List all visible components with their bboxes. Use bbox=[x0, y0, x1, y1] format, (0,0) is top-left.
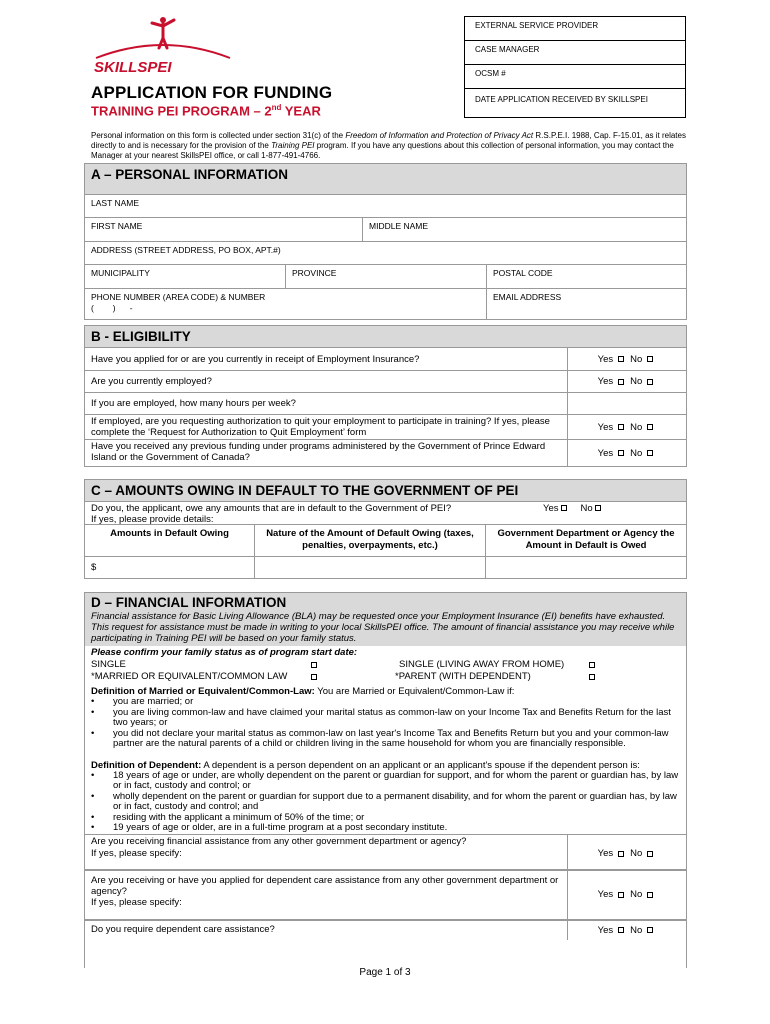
section-c-heading: C – AMOUNTS OWING IN DEFAULT TO THE GOVERNMENT OF PEI bbox=[85, 480, 686, 502]
parent-option[interactable]: *PARENT (WITH DEPENDENT) bbox=[395, 671, 531, 682]
default-no-checkbox[interactable] bbox=[595, 505, 601, 511]
middle-name-field[interactable]: MIDDLE NAME bbox=[369, 221, 429, 231]
dependent-definition-list bbox=[85, 771, 686, 834]
first-name-field[interactable]: FIRST NAME bbox=[85, 218, 363, 241]
previous-funding-question: Have you received any previous funding under programs administered by the Government of Prince Edward Island or the Government of Canada? bbox=[85, 440, 568, 466]
date-received-field[interactable]: DATE APPLICATION RECEIVED BY SKILLSPEI bbox=[475, 95, 648, 104]
dependent-definition: Definition of Dependent: A dependent is a person dependent on an applicant or an applicant's spouse if the dependent person is: bbox=[91, 759, 640, 771]
quit-no-checkbox[interactable] bbox=[647, 424, 653, 430]
married-definition: Definition of Married or Equivalent/Common-Law: You are Married or Equivalent/Common-Law if: bbox=[91, 686, 515, 697]
single-option[interactable]: SINGLE bbox=[91, 659, 126, 670]
ei-yes-checkbox[interactable] bbox=[618, 356, 624, 362]
employed-yes-checkbox[interactable] bbox=[618, 379, 624, 385]
external-service-provider-field[interactable]: EXTERNAL SERVICE PROVIDER bbox=[465, 17, 685, 41]
quit-yes-checkbox[interactable] bbox=[618, 424, 624, 430]
quit-yes-no[interactable]: Yes No bbox=[568, 415, 686, 439]
parent-checkbox[interactable] bbox=[589, 674, 595, 680]
col-amounts-header: Amounts in Default Owing bbox=[85, 525, 255, 556]
details-prompt: If yes, please provide details: bbox=[91, 514, 214, 525]
single-away-option[interactable]: SINGLE (LIVING AWAY FROM HOME) bbox=[399, 659, 565, 670]
default-question: Do you, the applicant, owe any amounts that are in default to the Government of PEI? bbox=[91, 503, 452, 514]
list-item: • you are married; or bbox=[91, 697, 686, 708]
municipality-field[interactable]: MUNICIPALITY bbox=[85, 265, 286, 288]
ocsm-field[interactable]: OCSM # bbox=[465, 65, 685, 89]
require-care-question: Do you require dependent care assistance? bbox=[85, 921, 568, 940]
address-field[interactable]: ADDRESS (STREET ADDRESS, PO BOX, APT.#) bbox=[91, 245, 281, 255]
hours-question: If you are employed, how many hours per week? bbox=[85, 393, 568, 414]
other-assistance-no-checkbox[interactable] bbox=[647, 851, 653, 857]
previous-funding-no-checkbox[interactable] bbox=[647, 450, 653, 456]
phone-format: ( ) - bbox=[91, 303, 133, 313]
section-eligibility bbox=[84, 325, 687, 467]
previous-funding-yes-no[interactable]: Yes No bbox=[568, 440, 686, 466]
list-item: • 19 years of age or older, are in a full-time program at a post secondary institute. bbox=[91, 823, 686, 834]
employed-question: Are you currently employed? bbox=[85, 371, 568, 392]
last-name-field[interactable]: LAST NAME bbox=[91, 198, 140, 208]
previous-funding-yes-checkbox[interactable] bbox=[618, 450, 624, 456]
other-assistance-yes-no[interactable]: Yes No bbox=[568, 835, 686, 869]
col-department-header: Government Department or Agency the Amount in Default is Owed bbox=[497, 528, 675, 551]
other-assistance-yes-checkbox[interactable] bbox=[618, 851, 624, 857]
department-default-field[interactable] bbox=[486, 557, 686, 578]
dependent-care-no-checkbox[interactable] bbox=[647, 892, 653, 898]
hours-answer-field[interactable] bbox=[568, 393, 686, 414]
case-manager-field[interactable]: CASE MANAGER bbox=[465, 41, 685, 65]
other-assistance-question: Are you receiving financial assistance from any other government department or agency? If yes, please specify: bbox=[85, 835, 568, 869]
list-item: • wholly dependent on the parent or guardian for support due to a permanent disability, and for whom the parent or guardian has, by law or in fact, custody and control; and bbox=[91, 792, 686, 813]
default-question-row bbox=[85, 502, 686, 524]
section-d-heading: D – FINANCIAL INFORMATION bbox=[85, 593, 686, 611]
employed-yes-no[interactable]: Yes No bbox=[568, 371, 686, 392]
list-item: • residing with the applicant a minimum of 50% of the time; or bbox=[91, 813, 686, 824]
office-use-box bbox=[464, 16, 686, 118]
require-care-no-checkbox[interactable] bbox=[647, 927, 653, 933]
family-status-options bbox=[85, 658, 686, 682]
require-care-yes-no[interactable]: Yes No bbox=[568, 921, 686, 940]
postal-code-field[interactable]: POSTAL CODE bbox=[493, 268, 553, 278]
dependent-care-yes-no[interactable]: Yes No bbox=[568, 871, 686, 919]
default-yes-no[interactable]: Yes No bbox=[543, 503, 604, 514]
list-item: • you are living common-law and have claimed your marital status as common-law on your Income Tax and Benefits Return for the last two years; or bbox=[91, 708, 686, 729]
single-checkbox[interactable] bbox=[311, 662, 317, 668]
page-subtitle: TRAINING PEI PROGRAM – 2nd YEAR bbox=[91, 103, 321, 119]
section-personal-information bbox=[84, 163, 687, 320]
list-item: • you did not declare your marital status as common-law on last year's Income Tax and Benefits Return but you and your common-law partner are the natural parents of a child or children living in the same household for whom you are financially responsible. bbox=[91, 729, 686, 750]
require-care-yes-checkbox[interactable] bbox=[618, 927, 624, 933]
dependent-care-question: Are you receiving or have you applied for dependent care assistance from any other government department or agency? If yes, please specify: bbox=[85, 871, 568, 919]
bla-intro: Financial assistance for Basic Living Allowance (BLA) may be requested once your Employment Insurance (EI) benefits have exhausted. This request for assistance must be made in writing to your local SkillsPEI office. The amount of financial assistance you may receive while participating in Training PEI will be based on your family status. bbox=[85, 611, 686, 646]
email-field[interactable]: EMAIL ADDRESS bbox=[493, 292, 562, 302]
phone-field[interactable] bbox=[85, 289, 487, 319]
employed-no-checkbox[interactable] bbox=[647, 379, 653, 385]
page-number: Page 1 of 3 bbox=[359, 967, 411, 978]
privacy-notice: Personal information on this form is collected under section 31(c) of the Freedom of Information and Protection of Privacy Act R.S.P.E.I. 1988, Cap. F-15.01, as it relates directly to and is necessary for the provision of the Training PEI program. If you have any questions about this collection of personal information, you may contact the Manager at your nearest SkillsPEI office, or call 1-877-491-4766. bbox=[91, 131, 686, 160]
ei-yes-no[interactable]: Yes No bbox=[568, 348, 686, 370]
quit-question: If employed, are you requesting authorization to quit your employment to participate in training? If yes, please complete the ‘Request for Authorization to Quit Employment’ form bbox=[85, 415, 568, 439]
col-nature-header: Nature of the Amount of Default Owing (taxes, penalties, overpayments, etc.) bbox=[255, 525, 486, 556]
section-b-heading: B - ELIGIBILITY bbox=[85, 326, 686, 348]
married-definition-list bbox=[85, 697, 686, 750]
section-amounts-owing bbox=[84, 479, 687, 579]
svg-text:SKILLSPEI: SKILLSPEI bbox=[94, 59, 172, 76]
amount-default-field[interactable]: $ bbox=[85, 557, 255, 578]
ei-question: Have you applied for or are you currently in receipt of Employment Insurance? bbox=[85, 348, 568, 370]
default-yes-checkbox[interactable] bbox=[561, 505, 567, 511]
nature-default-field[interactable] bbox=[255, 557, 486, 578]
dependent-care-yes-checkbox[interactable] bbox=[618, 892, 624, 898]
section-a-heading: A – PERSONAL INFORMATION bbox=[85, 164, 686, 195]
section-financial-information bbox=[84, 592, 687, 968]
skillspei-logo bbox=[88, 14, 238, 76]
single-away-checkbox[interactable] bbox=[589, 662, 595, 668]
married-checkbox[interactable] bbox=[311, 674, 317, 680]
province-field[interactable]: PROVINCE bbox=[286, 265, 487, 288]
phone-label: PHONE NUMBER (AREA CODE) & NUMBER bbox=[91, 292, 266, 302]
married-option[interactable]: *MARRIED OR EQUIVALENT/COMMON LAW bbox=[91, 671, 288, 682]
list-item: • 18 years of age or under, are wholly dependent on the parent or guardian for support, and for whom the parent or guardian has, by law or in fact, custody and control; or bbox=[91, 771, 686, 792]
family-status-prompt: Please confirm your family status as of program start date: bbox=[91, 647, 358, 658]
ei-no-checkbox[interactable] bbox=[647, 356, 653, 362]
page-title: APPLICATION FOR FUNDING bbox=[91, 83, 333, 102]
